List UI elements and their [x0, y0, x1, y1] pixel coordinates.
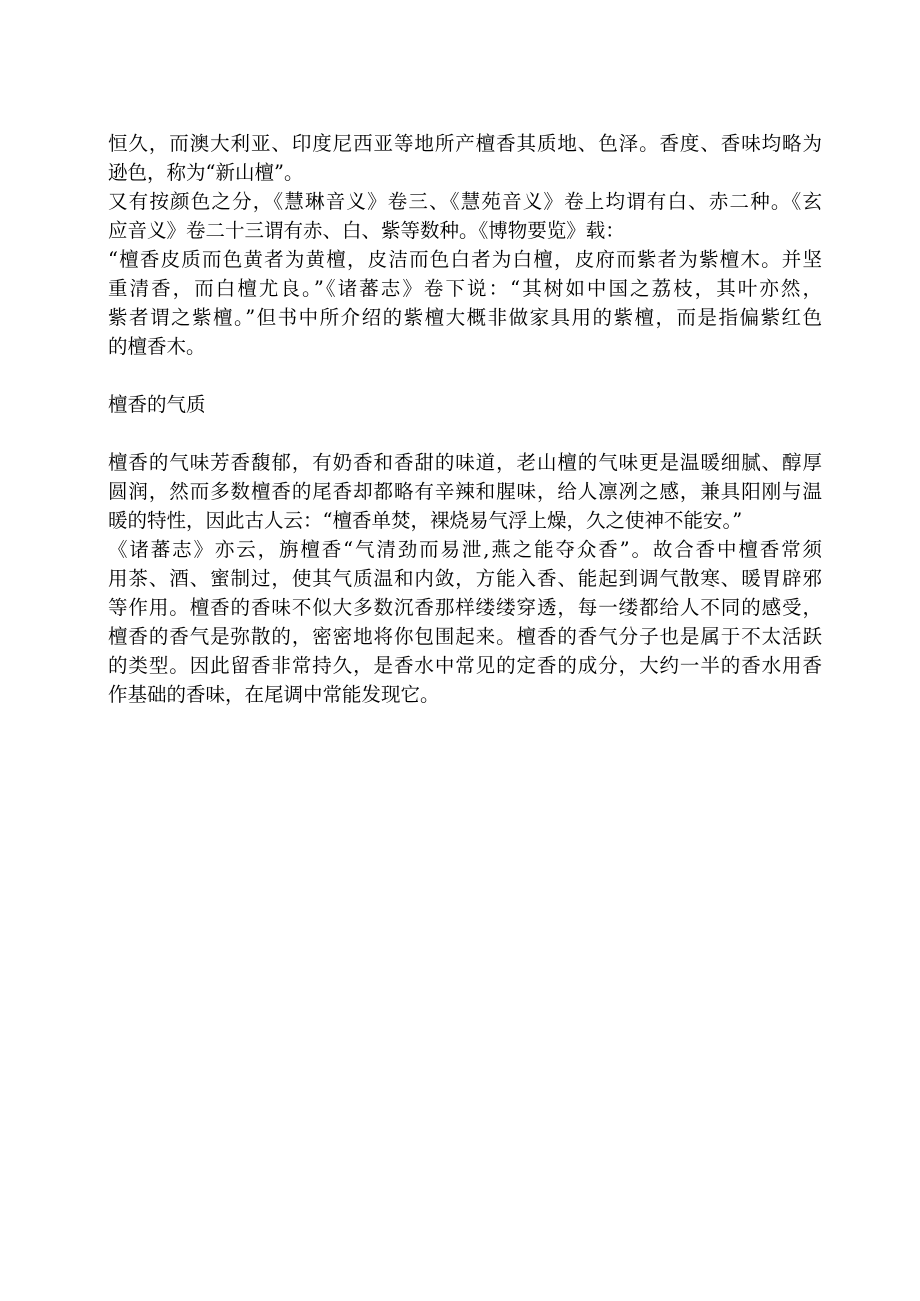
text-line: 逊色，称为“新山檀”。 [108, 161, 304, 184]
text-line: 重清香，而白檀尤良。”《诸蕃志》卷下说：“其树如中国之荔枝，其叶亦然， [108, 277, 822, 300]
text-line: 又有按颜色之分，《慧琳音义》卷三、《慧苑音义》卷上均谓有白、赤二种。《玄 [108, 190, 822, 213]
text-line: 作基础的香味，在尾调中常能发现它。 [108, 683, 440, 706]
text-line: 紫者谓之紫檀。”但书中所介绍的紫檀大概非做家具用的紫檀，而是指偏紫红色 [108, 306, 822, 329]
text-line: 用茶、酒、蜜制过，使其气质温和内敛，方能入香、能起到调气散寒、暖胃辟邪 [108, 567, 822, 590]
section-heading: 檀香的气质 [108, 393, 206, 416]
text-line: 圆润，然而多数檀香的尾香却都略有辛辣和腥味，给人凛冽之感，兼具阳刚与温 [108, 480, 822, 503]
document-body [108, 129, 822, 709]
text-line: 应音义》卷二十三谓有赤、白、紫等数种。《博物要览》载： [108, 219, 625, 242]
text-line: 《诸蕃志》亦云，旃檀香“气清劲而易泄,燕之能夺众香”。故合香中檀香常须 [108, 538, 822, 561]
text-line: 的类型。因此留香非常持久，是香水中常见的定香的成分，大约一半的香水用香 [108, 654, 822, 677]
text-line: 恒久，而澳大利亚、印度尼西亚等地所产檀香其质地、色泽。香度、香味均略为 [108, 132, 822, 155]
text-line: 等作用。檀香的香味不似大多数沉香那样缕缕穿透，每一缕都给人不同的感受， [108, 596, 822, 619]
text-line: “檀香皮质而色黄者为黄檀，皮洁而色白者为白檀，皮府而紫者为紫檀木。并坚 [108, 248, 822, 271]
text-line: 檀香的气味芳香馥郁，有奶香和香甜的味道，老山檀的气味更是温暖细腻、醇厚 [108, 451, 822, 474]
text-line: 暖的特性，因此古人云：“檀香单焚，裸烧易气浮上燥，久之使神不能安。” [108, 509, 743, 532]
text-line: 檀香的香气是弥散的，密密地将你包围起来。檀香的香气分子也是属于不太活跃 [108, 625, 822, 648]
blank-line [108, 361, 822, 390]
paragraph-origin [108, 129, 822, 361]
paragraph-character [108, 448, 822, 709]
text-line: 的檀香木。 [108, 335, 206, 358]
blank-line [108, 419, 822, 448]
